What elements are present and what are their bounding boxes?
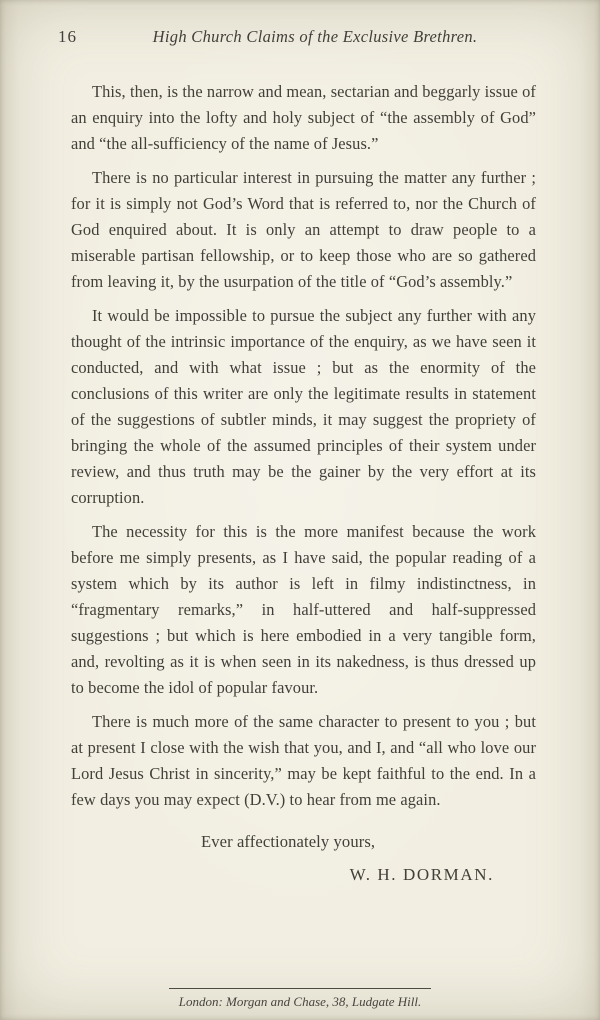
- running-header-title: High Church Claims of the Exclusive Brethren.: [152, 27, 478, 46]
- valediction: Ever affectionately yours,: [201, 832, 376, 851]
- page-body: [0, 79, 600, 888]
- signature: W. H. DORMAN.: [349, 865, 494, 884]
- colophon-rule: [169, 988, 431, 989]
- body-paragraph: It would be impossible to pursue the subject any further with any thought of the intrinsic importance of the enquiry, as we have seen it conducted, and with what issue ; but as the enormity of the conclusions of this writer are only the legitimate results in statement of the suggestions of subtler minds, it may suggest the propriety of bringing the whole of the assumed principles of their system under review, and thus truth may be the gainer by the very effort at its corruption.: [71, 306, 536, 507]
- running-header: [0, 0, 600, 57]
- page-number: 16: [58, 27, 77, 46]
- colophon-block: [0, 988, 600, 1010]
- body-paragraph: There is much more of the same character to present to you ; but at present I close with the wish that you, and I, and “all who love our Lord Jesus Christ in sincerity,” may be kept faithful to the end. In a few days you may expect (D.V.) to hear from me again.: [71, 712, 536, 809]
- body-paragraph: There is no particular interest in pursuing the matter any further ; for it is simply not God’s Word that is referred to, nor the Church of God enquired about. It is only an attempt to draw people to a miserable partisan fellowship, or to keep those who are so gathered from leaving it, by the usurpation of the title of “God’s assembly.”: [71, 168, 536, 291]
- body-paragraph: The necessity for this is the more manifest because the work before me simply presents, as I have said, the popular reading of a system which by its author is left in filmy indistinctness, in “fragmentary remarks,” in half-uttered and half-suppressed suggestions ; but which is here embodied in a very tangible form, and, revolting as it is when seen in its nakedness, is thus dressed up to become the idol of popular favour.: [71, 522, 536, 697]
- colophon-imprint: London: Morgan and Chase, 38, Ludgate Hill.: [178, 994, 422, 1009]
- body-paragraph: This, then, is the narrow and mean, sectarian and beggarly issue of an enquiry into the lofty and holy subject of “the assembly of God” and “the all-sufficiency of the name of Jesus.”: [71, 82, 536, 153]
